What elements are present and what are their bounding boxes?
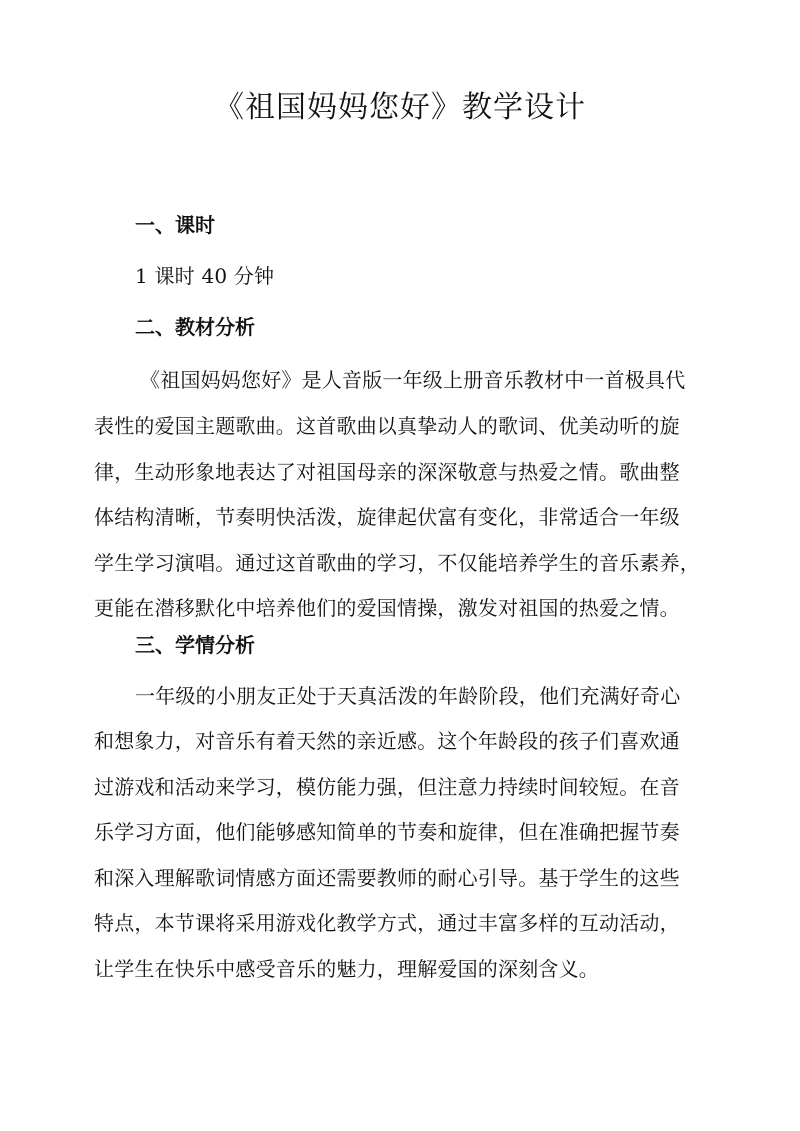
- document-title: 《祖国妈妈您好》教学设计: [214, 90, 586, 125]
- paragraph-line: 和深入理解歌词情感方面还需要教师的耐心引导。基于学生的这些: [94, 866, 680, 890]
- paragraph-line: 律，生动形象地表达了对祖国母亲的深深敬意与热爱之情。歌曲整: [94, 460, 680, 484]
- section-heading-lesson-time: 一、课时: [135, 213, 215, 237]
- paragraph-line: 学生学习演唱。通过这首歌曲的学习，不仅能培养学生的音乐素养，: [94, 551, 700, 575]
- paragraph-line: 特点，本节课将采用游戏化教学方式，通过丰富多样的互动活动，: [94, 911, 680, 935]
- paragraph-line: 表性的爱国主题歌曲。这首歌曲以真挚动人的歌词、优美动听的旋: [94, 414, 680, 438]
- paragraph-line: 一年级的小朋友正处于天真活泼的年龄阶段，他们充满好奇心: [135, 684, 681, 708]
- paragraph-line: 让学生在快乐中感受音乐的魅力，理解爱国的深刻含义。: [94, 957, 599, 981]
- paragraph-line: 过游戏和活动来学习，模仿能力强，但注意力持续时间较短。在音: [94, 775, 680, 799]
- paragraph-line: 乐学习方面，他们能够感知简单的节奏和旋律，但在准确把握节奏: [94, 820, 680, 844]
- paragraph-line: 和想象力，对音乐有着天然的亲近感。这个年龄段的孩子们喜欢通: [94, 729, 680, 753]
- paragraph-line: 体结构清晰，节奏明快活泼，旋律起伏富有变化，非常适合一年级: [94, 505, 680, 529]
- paragraph-line: 《祖国妈妈您好》是人音版一年级上册音乐教材中一首极具代: [140, 368, 686, 392]
- lesson-time-text: 1 课时 40 分钟: [135, 264, 275, 288]
- paragraph-line: 更能在潜移默化中培养他们的爱国情操，激发对祖国的热爱之情。: [94, 596, 680, 620]
- section-heading-student-analysis: 三、学情分析: [135, 633, 255, 657]
- section-heading-textbook-analysis: 二、教材分析: [135, 315, 255, 339]
